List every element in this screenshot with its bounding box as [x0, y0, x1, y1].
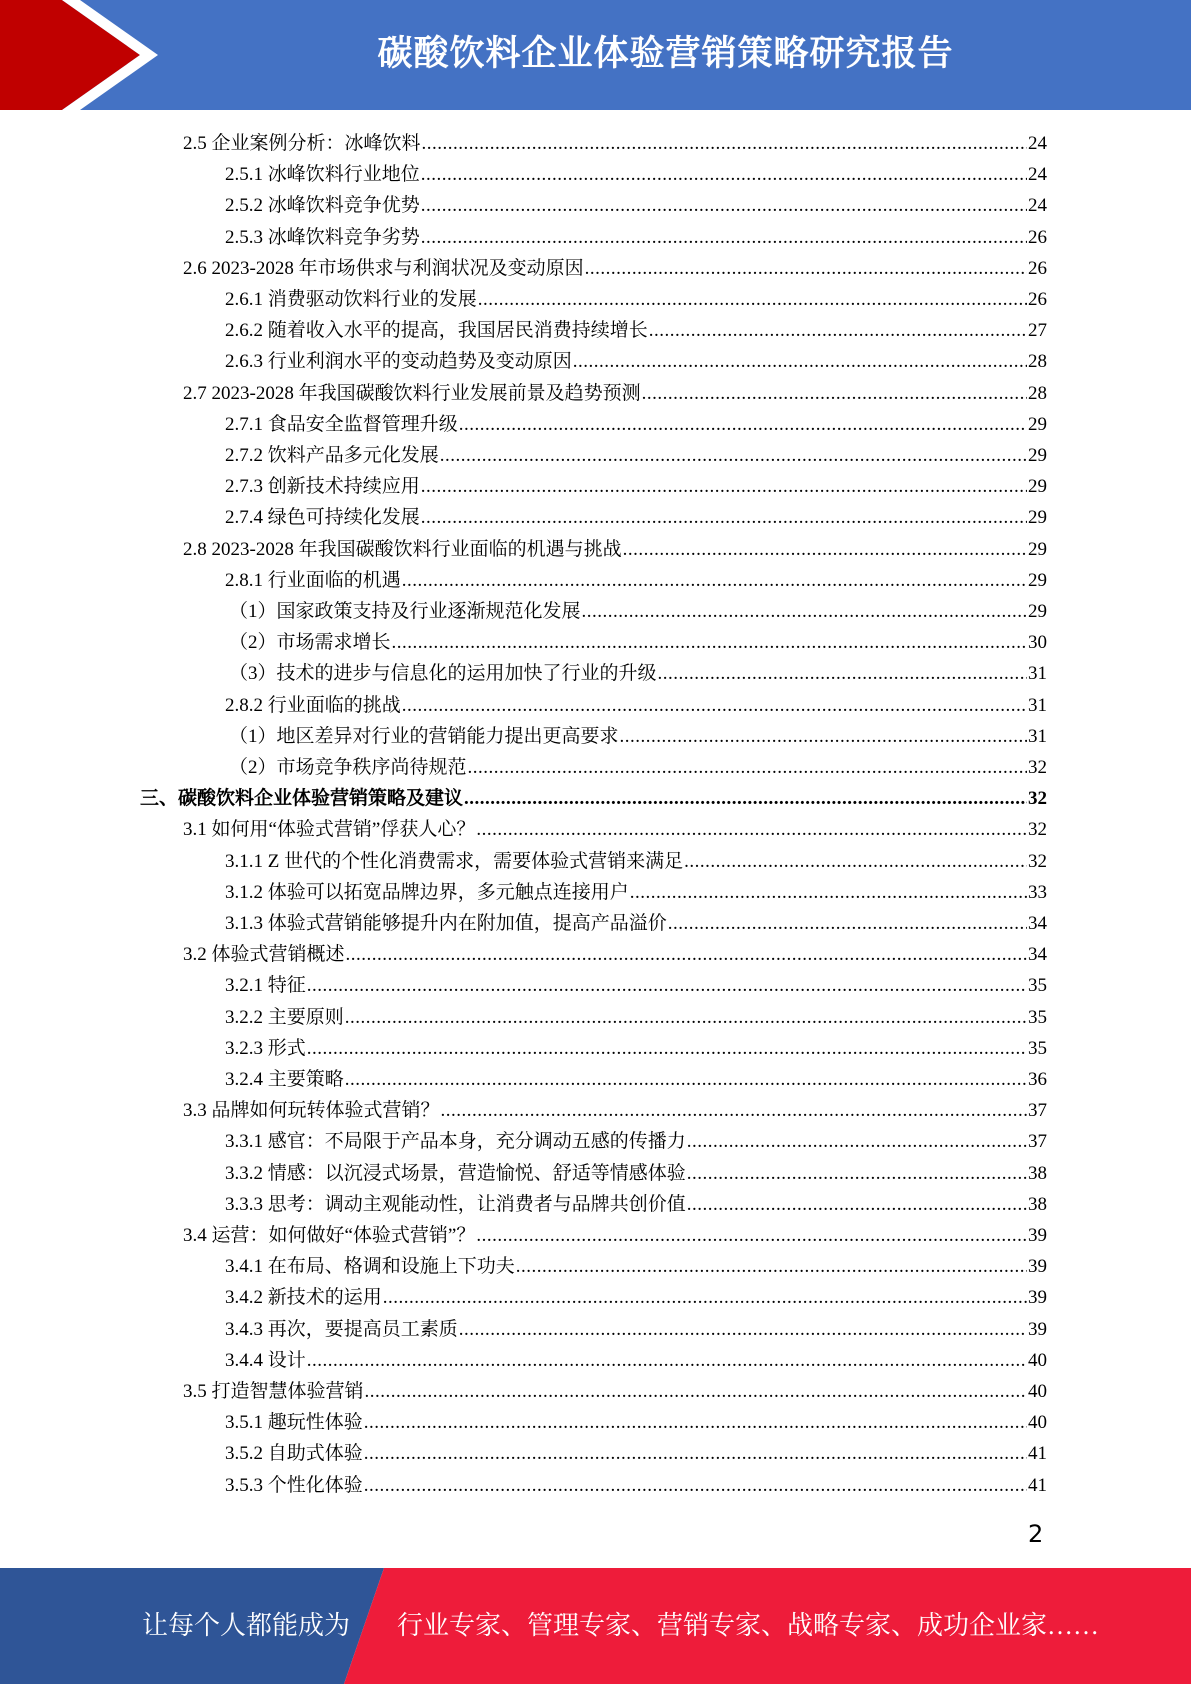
toc-entry-title: 2.5.3 冰峰饮料竞争劣势 [225, 226, 420, 248]
toc-entry-title: （1）国家政策支持及行业逐渐规范化发展 [229, 601, 581, 622]
toc-entry-page: 32 [1028, 757, 1047, 778]
toc-entry-title: 3.5.3 个性化体验 [225, 1474, 363, 1496]
toc-entry-page: 39 [1028, 1256, 1047, 1278]
toc-entry-title: 3.3 品牌如何玩转体验式营销？ [183, 1100, 440, 1122]
toc-entry-title: 3.2.3 形式 [225, 1037, 306, 1059]
toc-entry[interactable] [225, 1251, 1047, 1282]
toc-entry-title: 3.1 如何用“体验式营销”俘获人心？ [183, 819, 476, 841]
toc-entry[interactable] [225, 1407, 1047, 1438]
toc-entry[interactable] [183, 378, 1047, 409]
toc-entry[interactable] [229, 627, 1047, 658]
toc-entry-title: 3.3.2 情感：以沉浸式场景，营造愉悦、舒适等情感体验 [225, 1162, 686, 1184]
toc-dot-leader [364, 1407, 1027, 1438]
toc-entry[interactable] [183, 1376, 1047, 1407]
report-title: 碳酸饮料企业体验营销策略研究报告 [377, 34, 954, 74]
toc-entry-page: 27 [1028, 320, 1047, 342]
toc-dot-leader [441, 1095, 1027, 1126]
toc-entry-title: 三、碳酸饮料企业体验营销策略及建议 [140, 788, 464, 810]
toc-entry-title: 2.6.1 消费驱动饮料行业的发展 [225, 289, 477, 310]
toc-entry-title: 3.5 打造智慧体验营销 [183, 1381, 364, 1402]
toc-entry-page: 29 [1028, 507, 1047, 529]
page-footer [0, 1568, 1191, 1684]
toc-entry[interactable] [225, 1002, 1047, 1033]
toc-entry-page: 37 [1028, 1131, 1047, 1153]
toc-entry-page: 33 [1028, 881, 1047, 903]
toc-dot-leader [421, 190, 1027, 221]
toc-entry[interactable] [183, 1220, 1047, 1251]
toc-entry[interactable] [229, 658, 1047, 689]
toc-entry-title: （2）市场需求增长 [229, 632, 391, 654]
toc-entry-page: 26 [1028, 289, 1047, 310]
toc-dot-leader [364, 1470, 1027, 1501]
toc-entry[interactable] [225, 690, 1047, 721]
toc-entry-title: 3.4.4 设计 [225, 1349, 306, 1371]
toc-entry-page: 35 [1028, 1006, 1047, 1028]
toc-dot-leader [687, 1189, 1027, 1220]
toc-dot-leader [364, 1438, 1027, 1469]
toc-entry[interactable] [229, 721, 1047, 752]
toc-dot-leader [346, 939, 1027, 970]
toc-dot-leader [345, 1064, 1027, 1095]
toc-dot-leader [668, 908, 1027, 939]
toc-entry[interactable] [225, 1033, 1047, 1064]
toc-dot-leader [307, 970, 1027, 1001]
toc-dot-leader [649, 315, 1027, 346]
toc-entry[interactable] [225, 346, 1047, 377]
toc-dot-leader [468, 752, 1027, 783]
toc-entry-page: 29 [1028, 569, 1047, 591]
toc-entry-page: 31 [1028, 725, 1047, 747]
toc-entry-page: 36 [1028, 1069, 1047, 1090]
toc-entry[interactable] [225, 565, 1047, 596]
toc-dot-leader [630, 877, 1027, 908]
toc-entry-title: （2）市场竞争秩序尚待规范 [229, 757, 467, 778]
toc-entry-page: 38 [1028, 1193, 1047, 1215]
toc-entry-page: 31 [1028, 663, 1047, 685]
toc-entry-title: 2.8 2023-2028 年我国碳酸饮料行业面临的机遇与挑战 [183, 538, 622, 560]
toc-dot-leader [658, 658, 1027, 689]
footer-slogan-right: 行业专家、管理专家、营销专家、战略专家、成功企业家…… [397, 1611, 1100, 1640]
toc-entry-page: 32 [1028, 788, 1047, 810]
header-arrow-decoration [0, 0, 160, 110]
toc-entry-page: 34 [1028, 944, 1047, 966]
toc-entry[interactable] [183, 534, 1047, 565]
toc-dot-leader [402, 690, 1027, 721]
toc-entry-title: 2.7.3 创新技术持续应用 [225, 476, 420, 498]
toc-entry[interactable] [225, 846, 1047, 877]
toc-entry-page: 41 [1028, 1443, 1047, 1465]
toc-dot-leader [476, 814, 1027, 845]
toc-entry[interactable] [225, 1314, 1047, 1345]
toc-dot-leader [687, 1126, 1027, 1157]
toc-dot-leader [421, 471, 1027, 502]
toc-dot-leader [383, 1282, 1027, 1313]
toc-entry-page: 32 [1028, 819, 1047, 841]
toc-entry[interactable] [225, 502, 1047, 533]
toc-entry-title: 3.1.3 体验式营销能够提升内在附加值，提高产品溢价 [225, 913, 667, 934]
toc-entry-page: 40 [1028, 1349, 1047, 1371]
toc-entry-title: （1）地区差异对行业的营销能力提出更高要求 [229, 725, 619, 747]
toc-entry-title: 3.5.1 趣玩性体验 [225, 1412, 363, 1434]
toc-entry-page: 29 [1028, 445, 1047, 466]
toc-entry-page: 30 [1028, 632, 1047, 654]
toc-dot-leader [345, 1002, 1027, 1033]
toc-dot-leader [687, 1158, 1027, 1189]
toc-entry-title: 2.6 2023-2028 年市场供求与利润状况及变动原因 [183, 257, 584, 279]
toc-entry-title: （3）技术的进步与信息化的运用加快了行业的升级 [229, 663, 657, 685]
toc-entry[interactable] [225, 284, 1047, 315]
toc-entry-title: 2.7 2023-2028 年我国碳酸饮料行业发展前景及趋势预测 [183, 382, 641, 404]
toc-entry-page: 41 [1028, 1474, 1047, 1496]
toc-entry-title: 2.8.2 行业面临的挑战 [225, 694, 401, 716]
toc-entry[interactable] [229, 596, 1047, 627]
toc-entry-title: 3.1.2 体验可以拓宽品牌边界，多元触点连接用户 [225, 881, 629, 903]
toc-entry[interactable] [225, 440, 1047, 471]
toc-entry-page: 28 [1028, 351, 1047, 373]
toc-dot-leader [421, 159, 1027, 190]
toc-entry[interactable] [183, 1095, 1047, 1126]
toc-entry-page: 38 [1028, 1162, 1047, 1184]
toc-entry-title: 2.7.1 食品安全监督管理升级 [225, 413, 458, 435]
footer-slogan-left: 让每个人都能成为 [142, 1611, 351, 1640]
toc-entry-title: 2.6.3 行业利润水平的变动趋势及变动原因 [225, 351, 572, 373]
toc-entry-title: 2.5 企业案例分析：冰峰饮料 [183, 133, 421, 154]
toc-entry-title: 3.2.2 主要原则 [225, 1006, 344, 1028]
toc-entry[interactable] [225, 1438, 1047, 1469]
toc-entry[interactable] [225, 1282, 1047, 1313]
toc-entry-title: 3.4.2 新技术的运用 [225, 1287, 382, 1309]
toc-entry[interactable] [225, 409, 1047, 440]
toc-entry-page: 35 [1028, 975, 1047, 997]
toc-entry-page: 28 [1028, 382, 1047, 404]
toc-entry[interactable] [225, 159, 1047, 190]
toc-entry[interactable] [225, 877, 1047, 908]
toc-entry-page: 29 [1028, 538, 1047, 560]
toc-entry-page: 39 [1028, 1287, 1047, 1309]
toc-entry-title: 2.5.2 冰峰饮料竞争优势 [225, 195, 420, 217]
toc-dot-leader [582, 596, 1027, 627]
toc-entry[interactable] [225, 1158, 1047, 1189]
toc-dot-leader [620, 721, 1027, 752]
page-number: 2 [1028, 1520, 1044, 1548]
toc-entry-page: 31 [1028, 694, 1047, 716]
toc-dot-leader [464, 783, 1027, 814]
toc-entry-page: 37 [1028, 1100, 1047, 1122]
toc-entry-title: 2.5.1 冰峰饮料行业地位 [225, 164, 420, 186]
toc-dot-leader [422, 128, 1027, 159]
toc-entry-page: 39 [1028, 1318, 1047, 1340]
toc-entry-title: 2.8.1 行业面临的机遇 [225, 569, 401, 591]
toc-dot-leader [421, 502, 1027, 533]
toc-dot-leader [392, 627, 1027, 658]
toc-entry-title: 3.3.3 思考：调动主观能动性，让消费者与品牌共创价值 [225, 1193, 686, 1215]
toc-dot-leader [402, 565, 1027, 596]
toc-entry[interactable] [225, 908, 1047, 939]
toc-dot-leader [573, 346, 1027, 377]
toc-dot-leader [307, 1033, 1027, 1064]
toc-dot-leader [459, 409, 1027, 440]
toc-entry-page: 24 [1028, 195, 1047, 217]
toc-dot-leader [642, 378, 1027, 409]
toc-dot-leader [478, 284, 1027, 315]
toc-entry-page: 26 [1028, 257, 1047, 279]
toc-entry[interactable] [225, 1345, 1047, 1376]
toc-entry[interactable] [225, 222, 1047, 253]
toc-entry[interactable] [225, 1064, 1047, 1095]
toc-dot-leader [684, 846, 1027, 877]
toc-dot-leader [476, 1220, 1027, 1251]
toc-entry-title: 2.6.2 随着收入水平的提高，我国居民消费持续增长 [225, 320, 648, 342]
toc-entry[interactable] [225, 190, 1047, 221]
toc-dot-leader [307, 1345, 1027, 1376]
toc-entry-page: 40 [1028, 1381, 1047, 1402]
toc-entry[interactable] [225, 1126, 1047, 1157]
toc-entry[interactable] [225, 315, 1047, 346]
toc-dot-leader [459, 1314, 1027, 1345]
page-header [0, 0, 1191, 110]
toc-entry[interactable] [225, 1470, 1047, 1501]
toc-entry[interactable] [140, 783, 1047, 814]
toc-entry-page: 29 [1028, 601, 1047, 622]
toc-entry-page: 24 [1028, 164, 1047, 186]
toc-dot-leader [365, 1376, 1027, 1407]
toc-entry-page: 26 [1028, 226, 1047, 248]
toc-entry[interactable] [183, 128, 1047, 159]
toc-entry[interactable] [225, 970, 1047, 1001]
toc-entry-title: 3.2.1 特征 [225, 975, 306, 997]
toc-entry[interactable] [225, 1189, 1047, 1220]
toc-entry[interactable] [229, 752, 1047, 783]
toc-entry-page: 34 [1028, 913, 1047, 934]
toc-dot-leader [585, 253, 1027, 284]
toc-entry[interactable] [183, 253, 1047, 284]
toc-entry-title: 3.4.3 再次，要提高员工素质 [225, 1318, 458, 1340]
toc-dot-leader [421, 222, 1027, 253]
toc-entry-page: 29 [1028, 476, 1047, 498]
toc-entry-title: 3.2 体验式营销概述 [183, 944, 345, 966]
toc-entry-page: 35 [1028, 1037, 1047, 1059]
toc-entry[interactable] [183, 939, 1047, 970]
toc-entry-title: 3.3.1 感官：不局限于产品本身，充分调动五感的传播力 [225, 1131, 686, 1153]
toc-entry-title: 3.4 运营：如何做好“体验式营销”？ [183, 1225, 476, 1246]
toc-entry[interactable] [225, 471, 1047, 502]
toc-entry-title: 2.7.2 饮料产品多元化发展 [225, 445, 439, 466]
toc-entry-page: 32 [1028, 850, 1047, 872]
toc-dot-leader [623, 534, 1027, 565]
toc-entry-page: 40 [1028, 1412, 1047, 1434]
toc-entry[interactable] [183, 814, 1047, 845]
toc-entry-title: 3.4.1 在布局、格调和设施上下功夫 [225, 1256, 515, 1278]
toc-entry-page: 39 [1028, 1225, 1047, 1246]
toc-entry-page: 24 [1028, 133, 1047, 154]
toc-entry-page: 29 [1028, 413, 1047, 435]
toc-entry-title: 2.7.4 绿色可持续化发展 [225, 507, 420, 529]
toc-dot-leader [440, 440, 1027, 471]
toc-entry-title: 3.5.2 自助式体验 [225, 1443, 363, 1465]
toc-dot-leader [516, 1251, 1027, 1282]
toc-entry-title: 3.1.1 Z 世代的个性化消费需求，需要体验式营销来满足 [225, 850, 684, 872]
toc-entry-title: 3.2.4 主要策略 [225, 1069, 344, 1090]
